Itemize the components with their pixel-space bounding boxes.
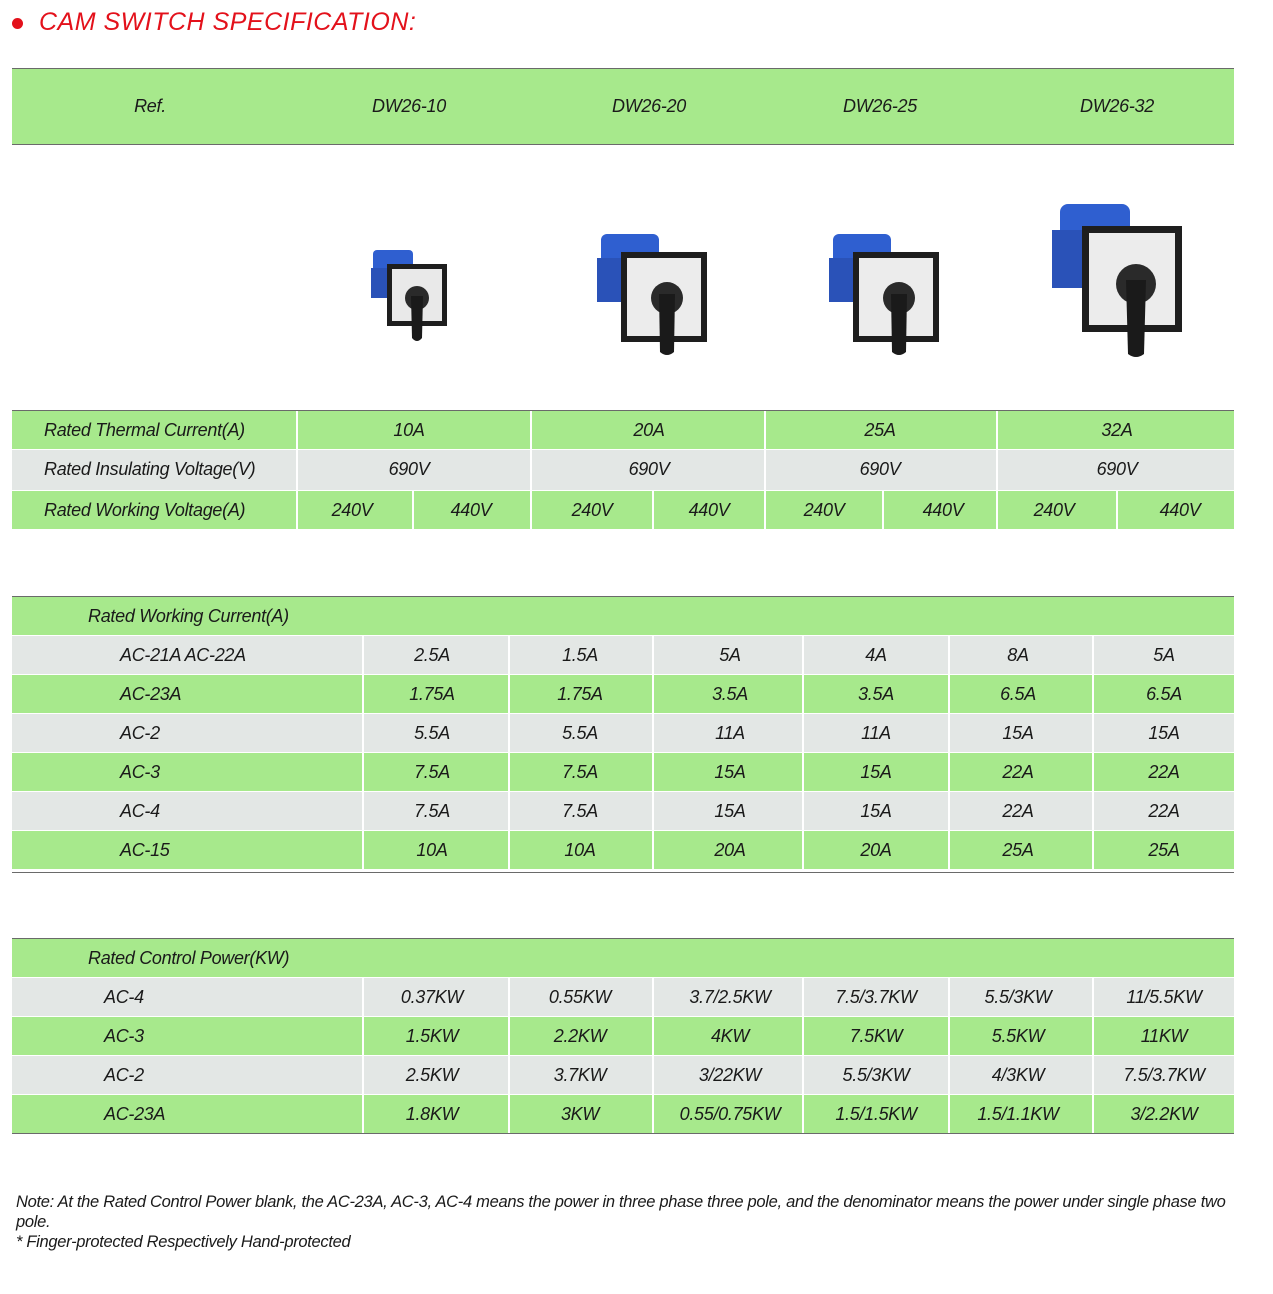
cell: 20A <box>860 840 892 860</box>
cell: 3.5A <box>712 684 748 704</box>
cell: 3.7/2.5KW <box>689 987 771 1007</box>
cell: 1.8KW <box>405 1104 459 1124</box>
model-dw26-25: DW26-25 <box>843 96 917 116</box>
control-power-table <box>12 938 1234 1134</box>
table-row <box>12 491 1234 529</box>
cell: 3.5A <box>858 684 894 704</box>
row-label: AC-23A <box>120 684 182 704</box>
basic-ratings-table <box>12 410 1234 529</box>
cell: 5.5KW <box>991 1026 1045 1046</box>
table-row <box>12 792 1234 830</box>
cell: 22A <box>1148 762 1180 782</box>
cell: 7.5A <box>562 762 598 782</box>
cell: 15A <box>1002 723 1034 743</box>
table-title-row <box>12 597 1234 635</box>
cell: 240V <box>1033 500 1075 520</box>
cell: 1.5/1.5KW <box>835 1104 917 1124</box>
cell: 15A <box>860 801 892 821</box>
row-label: AC-2 <box>104 1065 144 1085</box>
cell: 25A <box>1148 840 1180 860</box>
table-title-row <box>12 939 1234 977</box>
cell: 1.5KW <box>405 1026 459 1046</box>
thermal-current-label: Rated Thermal Current(A) <box>44 420 245 440</box>
cell: 15A <box>1148 723 1180 743</box>
cell: 5.5/3KW <box>984 987 1052 1007</box>
cam-switch-32-image <box>1050 200 1190 360</box>
cell: 32A <box>1101 420 1133 440</box>
cell: 440V <box>1159 500 1201 520</box>
model-dw26-10: DW26-10 <box>372 96 446 116</box>
cell: 10A <box>564 840 596 860</box>
cell: 4/3KW <box>991 1065 1045 1085</box>
cell: 7.5A <box>562 801 598 821</box>
cam-switch-10-image <box>367 246 453 346</box>
cell: 22A <box>1002 801 1034 821</box>
cell: 1.5/1.1KW <box>977 1104 1059 1124</box>
cell: 5A <box>719 645 741 665</box>
cell: 2.2KW <box>553 1026 607 1046</box>
table-row <box>12 450 1234 490</box>
row-label: AC-23A <box>104 1104 166 1124</box>
cell: 440V <box>922 500 964 520</box>
working-voltage-label: Rated Working Voltage(A) <box>44 500 246 520</box>
cell: 690V <box>859 459 901 479</box>
cell: 690V <box>1096 459 1138 479</box>
cell: 3.7KW <box>553 1065 607 1085</box>
row-label: AC-3 <box>120 762 160 782</box>
cell: 690V <box>628 459 670 479</box>
cell: 20A <box>714 840 746 860</box>
row-label: AC-15 <box>120 840 170 860</box>
table-row <box>12 675 1234 713</box>
cell: 25A <box>1002 840 1034 860</box>
cell: 10A <box>393 420 425 440</box>
cell: 7.5A <box>414 762 450 782</box>
note-line-2: * Finger-protected Respectively Hand-protected <box>16 1233 351 1251</box>
row-label: AC-4 <box>104 987 144 1007</box>
cell: 3/22KW <box>698 1065 762 1085</box>
table-row <box>12 636 1234 674</box>
cell: 1.75A <box>409 684 455 704</box>
working-current-table <box>12 596 1234 873</box>
bullet-icon <box>12 18 23 29</box>
table-row <box>12 753 1234 791</box>
cell: 15A <box>714 801 746 821</box>
cell: 10A <box>416 840 448 860</box>
cell: 3/2.2KW <box>1130 1104 1198 1124</box>
cell: 8A <box>1007 645 1029 665</box>
title-text: CAM SWITCH SPECIFICATION: <box>39 8 417 36</box>
cam-switch-25-image <box>827 228 947 358</box>
cell: 5.5A <box>562 723 598 743</box>
cell: 6.5A <box>1146 684 1182 704</box>
cell: 15A <box>714 762 746 782</box>
cell: 7.5/3.7KW <box>835 987 917 1007</box>
insulating-voltage-label: Rated Insulating Voltage(V) <box>44 459 256 479</box>
cell: 11/5.5KW <box>1126 987 1202 1007</box>
note-line-1: Note: At the Rated Control Power blank, the AC-23A, AC-3, AC-4 means the power in three phase three pole, and the denominator means the power under single phase two pole. <box>16 1193 1226 1231</box>
cell: 240V <box>803 500 845 520</box>
section-title <box>12 8 416 37</box>
cell: 0.37KW <box>400 987 464 1007</box>
cell: 240V <box>571 500 613 520</box>
row-label: AC-2 <box>120 723 160 743</box>
cell: 7.5A <box>414 801 450 821</box>
cell: 2.5A <box>414 645 450 665</box>
cell: 5.5A <box>414 723 450 743</box>
cell: 1.75A <box>557 684 603 704</box>
cell: 0.55KW <box>548 987 612 1007</box>
cell: 1.5A <box>562 645 598 665</box>
table-row <box>12 1056 1234 1094</box>
cell: 3KW <box>560 1104 600 1124</box>
cell: 11A <box>715 723 745 743</box>
cell: 240V <box>331 500 373 520</box>
note <box>16 1192 1246 1252</box>
cell: 7.5/3.7KW <box>1123 1065 1205 1085</box>
cell: 440V <box>450 500 492 520</box>
cell: 7.5KW <box>849 1026 903 1046</box>
table-row <box>12 411 1234 449</box>
cell: 4A <box>865 645 887 665</box>
cell: 4KW <box>710 1026 750 1046</box>
cell: 20A <box>633 420 665 440</box>
table-row <box>12 1095 1234 1133</box>
model-dw26-32: DW26-32 <box>1080 96 1154 116</box>
row-label: AC-21A AC-22A <box>120 645 246 665</box>
cell: 25A <box>864 420 896 440</box>
model-header-row <box>12 68 1234 145</box>
product-images <box>12 146 1234 410</box>
cell: 5A <box>1153 645 1175 665</box>
row-label: AC-3 <box>104 1026 144 1046</box>
cell: 2.5KW <box>405 1065 459 1085</box>
ref-label: Ref. <box>134 96 166 116</box>
cam-switch-20-image <box>595 228 715 358</box>
table-row <box>12 1017 1234 1055</box>
cell: 0.55/0.75KW <box>679 1104 781 1124</box>
cell: 15A <box>860 762 892 782</box>
working-current-title: Rated Working Current(A) <box>88 606 289 626</box>
row-label: AC-4 <box>120 801 160 821</box>
table-row <box>12 978 1234 1016</box>
cell: 11A <box>861 723 891 743</box>
cell: 22A <box>1148 801 1180 821</box>
table-row <box>12 714 1234 752</box>
cell: 5.5/3KW <box>842 1065 910 1085</box>
cell: 440V <box>688 500 730 520</box>
cell: 11KW <box>1140 1026 1188 1046</box>
cell: 690V <box>388 459 430 479</box>
control-power-title: Rated Control Power(KW) <box>88 948 290 968</box>
cell: 22A <box>1002 762 1034 782</box>
cell: 6.5A <box>1000 684 1036 704</box>
table-row <box>12 831 1234 869</box>
model-dw26-20: DW26-20 <box>612 96 686 116</box>
